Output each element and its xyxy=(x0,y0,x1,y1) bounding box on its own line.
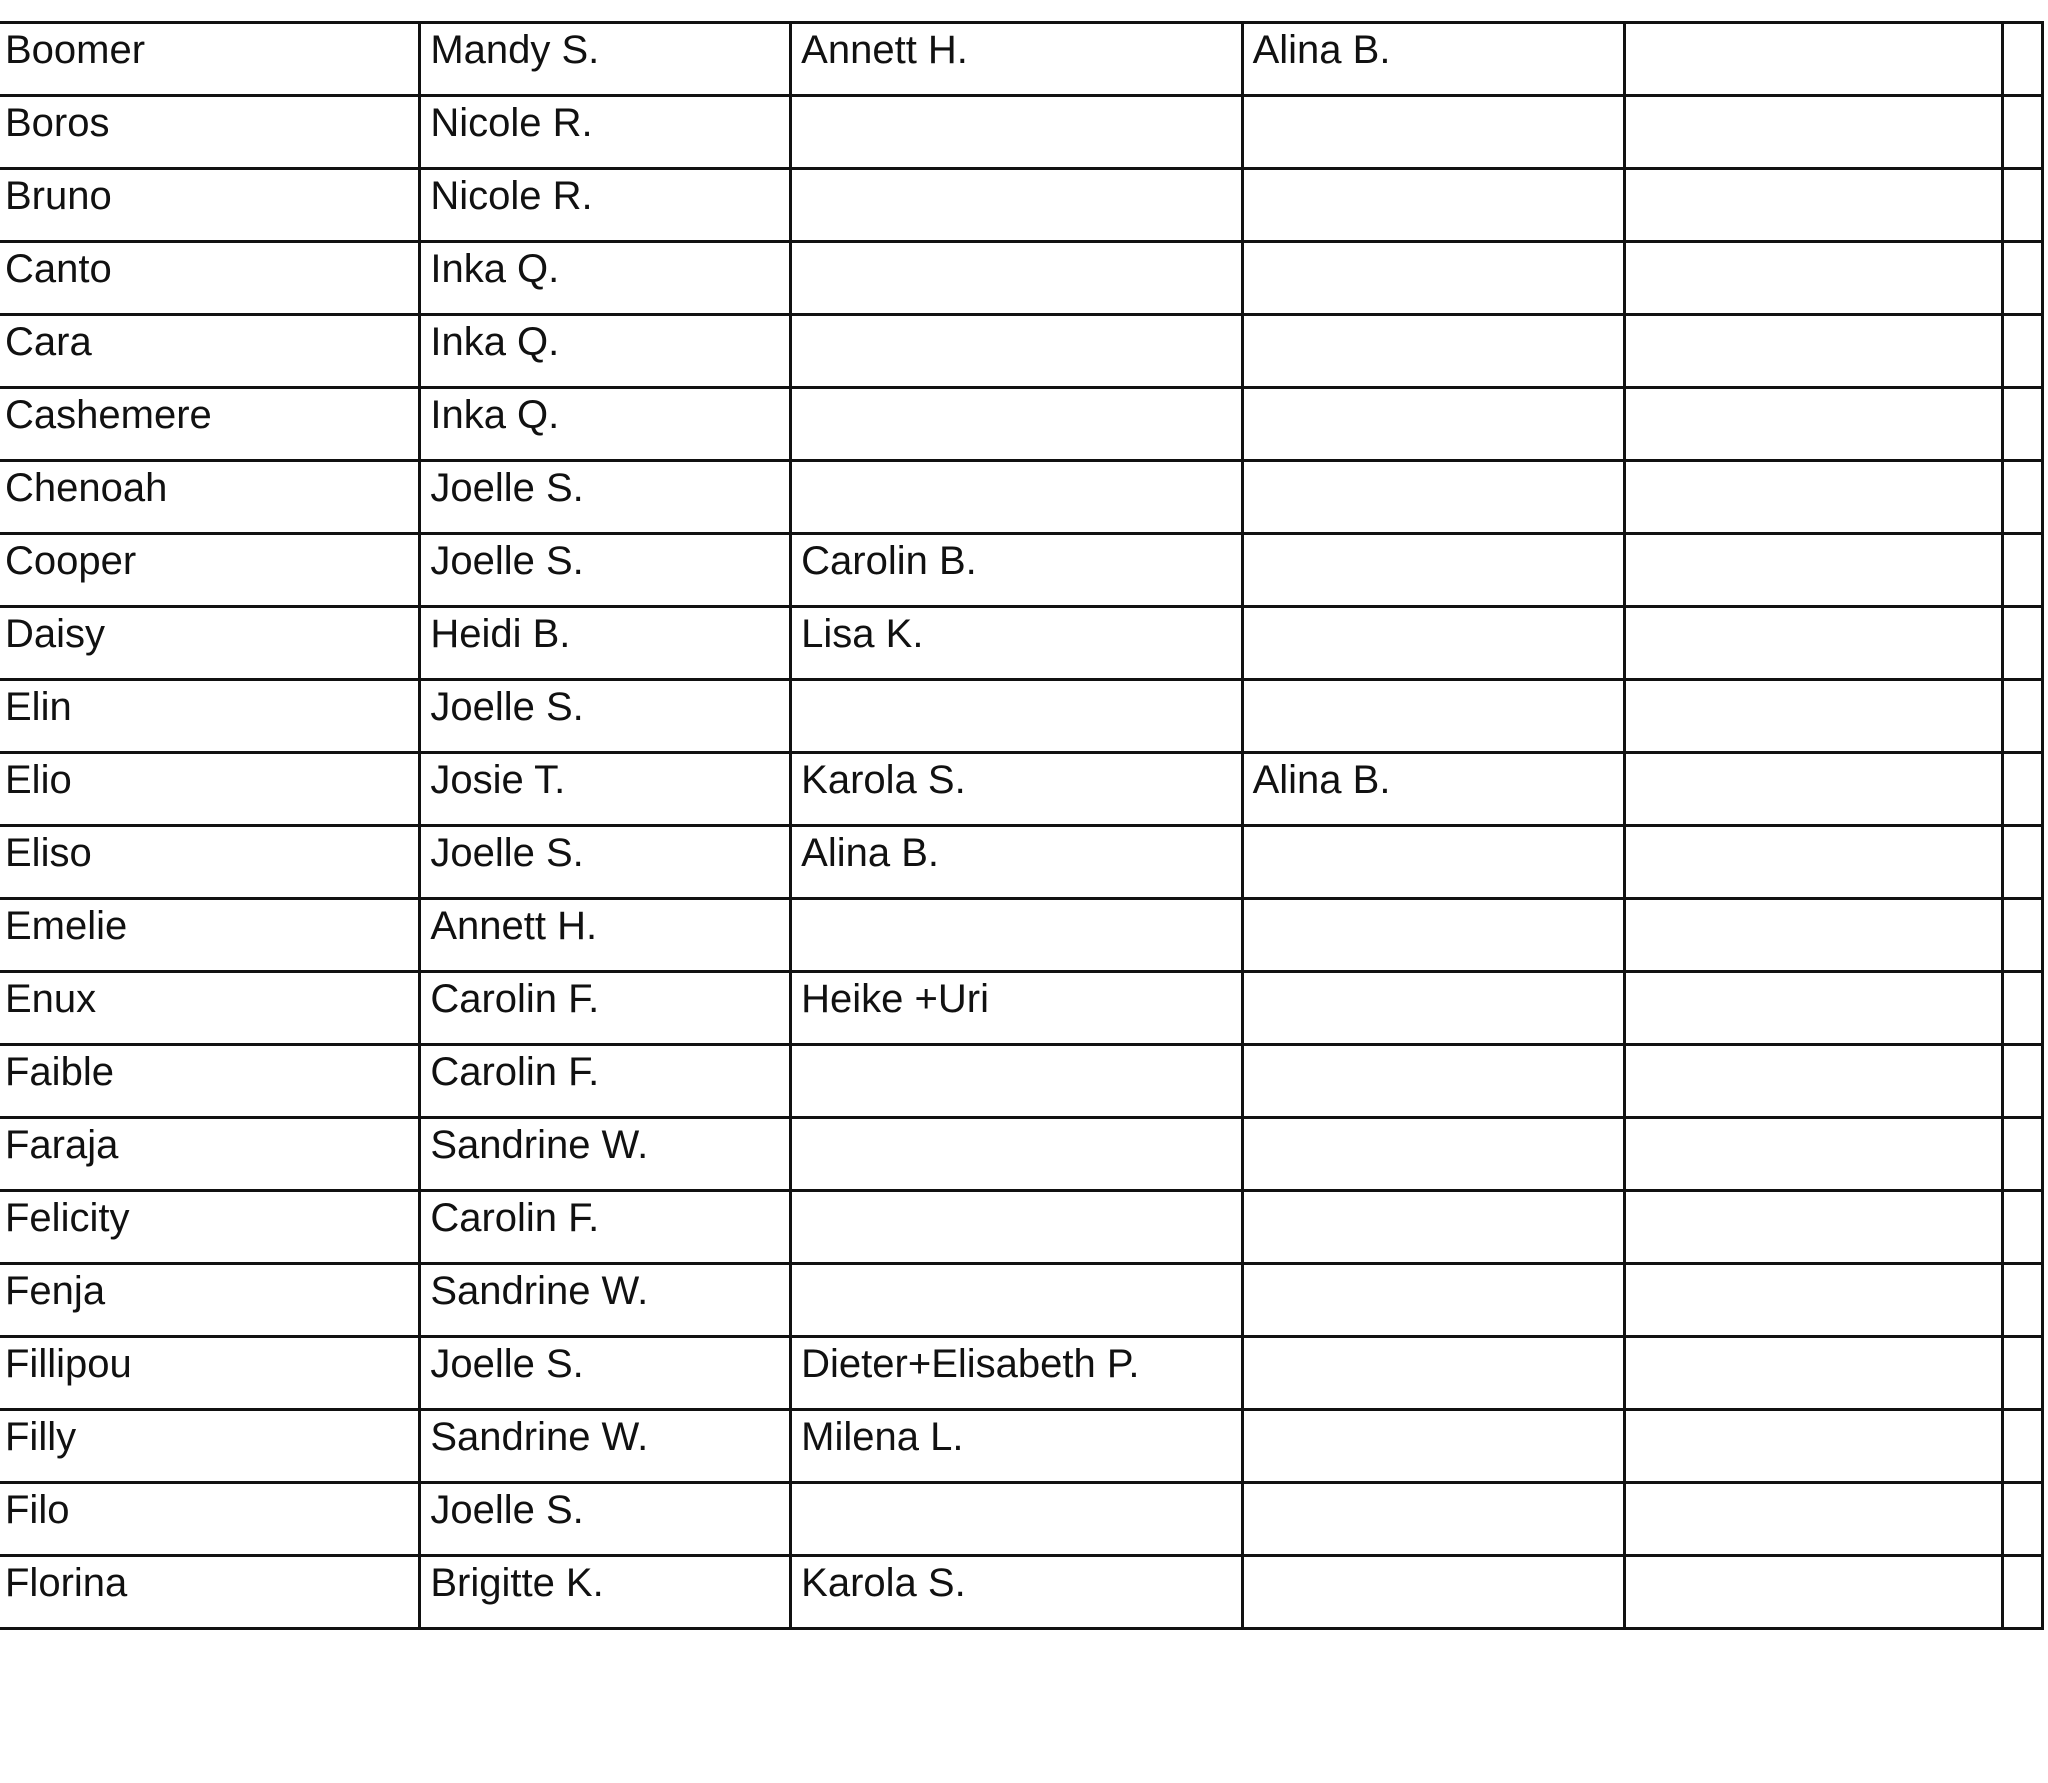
table-cell xyxy=(1625,96,2003,169)
table-cell: Boros xyxy=(0,96,420,169)
table-cell: Joelle S. xyxy=(420,680,791,753)
table-cell xyxy=(791,169,1242,242)
table-cell: Carolin F. xyxy=(420,1191,791,1264)
table-cell xyxy=(1242,169,1624,242)
table-cell: Karola S. xyxy=(791,753,1242,826)
table-cell xyxy=(1625,1410,2003,1483)
table-cell xyxy=(1242,1045,1624,1118)
table-cell: Sandrine W. xyxy=(420,1118,791,1191)
table-cell: Karola S. xyxy=(791,1556,1242,1629)
table-cell: Carolin B. xyxy=(791,534,1242,607)
table-cell xyxy=(2003,1045,2043,1118)
table-cell: Fillipou xyxy=(0,1337,420,1410)
table-cell xyxy=(1625,899,2003,972)
table-cell: Joelle S. xyxy=(420,461,791,534)
table-cell: Cara xyxy=(0,315,420,388)
table-cell xyxy=(791,1264,1242,1337)
table-cell: Alina B. xyxy=(1242,753,1624,826)
table-cell: Fenja xyxy=(0,1264,420,1337)
table-cell: Enux xyxy=(0,972,420,1045)
table-cell xyxy=(1625,315,2003,388)
table-cell: Inka Q. xyxy=(420,242,791,315)
table-cell: Eliso xyxy=(0,826,420,899)
table-cell xyxy=(2003,315,2043,388)
table-row xyxy=(0,680,2043,753)
table-cell xyxy=(791,680,1242,753)
table-cell xyxy=(1625,1483,2003,1556)
table-cell: Heidi B. xyxy=(420,607,791,680)
table-cell: Mandy S. xyxy=(420,23,791,96)
table-cell: Cashemere xyxy=(0,388,420,461)
table-cell xyxy=(1242,826,1624,899)
table-cell xyxy=(791,1191,1242,1264)
table-row xyxy=(0,972,2043,1045)
table-cell: Brigitte K. xyxy=(420,1556,791,1629)
table-cell xyxy=(1625,1337,2003,1410)
table-row xyxy=(0,388,2043,461)
table-cell xyxy=(2003,753,2043,826)
table-row xyxy=(0,1191,2043,1264)
table-cell xyxy=(2003,388,2043,461)
table-row xyxy=(0,1556,2043,1629)
table-cell: Nicole R. xyxy=(420,96,791,169)
table-cell: Canto xyxy=(0,242,420,315)
table-cell xyxy=(1625,388,2003,461)
table-cell xyxy=(2003,534,2043,607)
table-cell: Elin xyxy=(0,680,420,753)
table-cell: Filo xyxy=(0,1483,420,1556)
table-cell xyxy=(791,899,1242,972)
table-cell xyxy=(1242,242,1624,315)
table-cell xyxy=(1242,461,1624,534)
table-row xyxy=(0,607,2043,680)
table-cell: Cooper xyxy=(0,534,420,607)
table-cell xyxy=(1625,534,2003,607)
table-cell xyxy=(1625,607,2003,680)
table-cell xyxy=(791,315,1242,388)
table-cell xyxy=(2003,242,2043,315)
table-cell xyxy=(1242,1264,1624,1337)
table-row xyxy=(0,1483,2043,1556)
table-cell: Lisa K. xyxy=(791,607,1242,680)
table-cell: Annett H. xyxy=(791,23,1242,96)
table-cell: Milena L. xyxy=(791,1410,1242,1483)
table-cell: Inka Q. xyxy=(420,315,791,388)
table-row xyxy=(0,534,2043,607)
table-cell xyxy=(2003,1410,2043,1483)
table-cell xyxy=(791,1045,1242,1118)
table-cell xyxy=(1625,1118,2003,1191)
table-cell xyxy=(1625,169,2003,242)
table-cell xyxy=(1625,972,2003,1045)
table-cell xyxy=(1625,1556,2003,1629)
table-cell xyxy=(1242,1191,1624,1264)
table-cell xyxy=(1625,753,2003,826)
table-cell xyxy=(791,1118,1242,1191)
table-row xyxy=(0,1118,2043,1191)
table-cell: Felicity xyxy=(0,1191,420,1264)
table-cell xyxy=(2003,461,2043,534)
table-cell: Joelle S. xyxy=(420,534,791,607)
table-row xyxy=(0,1264,2043,1337)
table-cell: Inka Q. xyxy=(420,388,791,461)
table-cell xyxy=(1625,242,2003,315)
table-cell xyxy=(2003,826,2043,899)
table-cell xyxy=(1625,1191,2003,1264)
table-row xyxy=(0,96,2043,169)
table-cell xyxy=(1242,899,1624,972)
table-cell: Boomer xyxy=(0,23,420,96)
table-row xyxy=(0,899,2043,972)
table-cell: Joelle S. xyxy=(420,1483,791,1556)
table-cell: Florina xyxy=(0,1556,420,1629)
table-cell xyxy=(1242,1118,1624,1191)
table-cell: Filly xyxy=(0,1410,420,1483)
table-cell: Faible xyxy=(0,1045,420,1118)
table-cell xyxy=(2003,1191,2043,1264)
table-row xyxy=(0,1410,2043,1483)
table-cell: Emelie xyxy=(0,899,420,972)
table-cell xyxy=(2003,972,2043,1045)
table-cell: Heike +Uri xyxy=(791,972,1242,1045)
table-cell: Alina B. xyxy=(1242,23,1624,96)
table-row xyxy=(0,23,2043,96)
table-row xyxy=(0,461,2043,534)
table-cell xyxy=(2003,23,2043,96)
table-cell: Josie T. xyxy=(420,753,791,826)
table-cell: Chenoah xyxy=(0,461,420,534)
table-row xyxy=(0,242,2043,315)
table-cell xyxy=(1242,680,1624,753)
table-cell xyxy=(2003,96,2043,169)
table-cell xyxy=(1242,1410,1624,1483)
table-cell xyxy=(1242,315,1624,388)
table-row xyxy=(0,315,2043,388)
table-cell xyxy=(791,1483,1242,1556)
table-cell xyxy=(791,96,1242,169)
table-cell xyxy=(1625,826,2003,899)
table-cell xyxy=(1242,1337,1624,1410)
table-cell xyxy=(791,461,1242,534)
table-cell: Faraja xyxy=(0,1118,420,1191)
table-cell: Bruno xyxy=(0,169,420,242)
table-cell: Elio xyxy=(0,753,420,826)
table-cell: Sandrine W. xyxy=(420,1264,791,1337)
table-cell: Joelle S. xyxy=(420,1337,791,1410)
table-cell xyxy=(1242,534,1624,607)
table-cell xyxy=(1625,680,2003,753)
table-row xyxy=(0,1045,2043,1118)
table-cell xyxy=(2003,1118,2043,1191)
table-row xyxy=(0,753,2043,826)
names-table-body xyxy=(0,23,2043,1629)
table-cell: Annett H. xyxy=(420,899,791,972)
names-table xyxy=(0,21,2044,1630)
table-cell xyxy=(791,388,1242,461)
table-cell: Alina B. xyxy=(791,826,1242,899)
table-cell xyxy=(1625,1045,2003,1118)
table-cell: Sandrine W. xyxy=(420,1410,791,1483)
table-cell xyxy=(2003,680,2043,753)
table-cell xyxy=(1625,23,2003,96)
table-cell xyxy=(1242,388,1624,461)
table-cell: Daisy xyxy=(0,607,420,680)
table-cell: Joelle S. xyxy=(420,826,791,899)
table-cell xyxy=(1625,461,2003,534)
table-cell xyxy=(1242,1483,1624,1556)
table-cell: Dieter+Elisabeth P. xyxy=(791,1337,1242,1410)
table-cell: Carolin F. xyxy=(420,1045,791,1118)
table-cell xyxy=(2003,1556,2043,1629)
table-row xyxy=(0,169,2043,242)
table-cell: Nicole R. xyxy=(420,169,791,242)
table-cell xyxy=(2003,607,2043,680)
table-row xyxy=(0,826,2043,899)
table-cell: Carolin F. xyxy=(420,972,791,1045)
table-cell xyxy=(2003,1483,2043,1556)
table-cell xyxy=(1242,1556,1624,1629)
table-cell xyxy=(2003,169,2043,242)
table-cell xyxy=(1625,1264,2003,1337)
table-cell xyxy=(1242,972,1624,1045)
table-cell xyxy=(2003,899,2043,972)
table-cell xyxy=(791,242,1242,315)
table-cell xyxy=(2003,1337,2043,1410)
table-cell xyxy=(1242,607,1624,680)
table-cell xyxy=(2003,1264,2043,1337)
table-row xyxy=(0,1337,2043,1410)
table-cell xyxy=(1242,96,1624,169)
